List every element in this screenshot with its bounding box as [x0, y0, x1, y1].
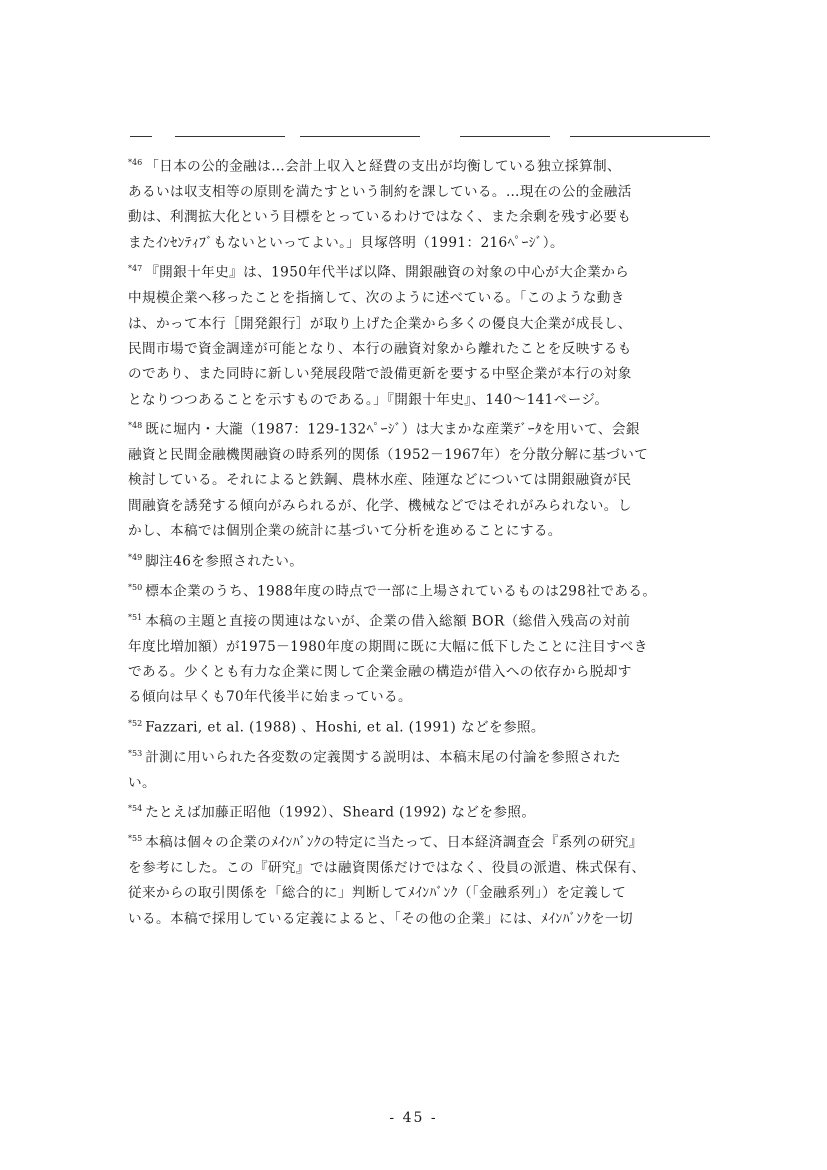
footnote-line — [128, 205, 720, 230]
footnote-text: を参考にした。この『研究』では融資関係だけではなく、役員の派遣、株式保有、 — [128, 859, 646, 876]
footnote-marker: *53 — [128, 748, 143, 758]
footnote-text: 『開銀十年史』は、1950年代半ば以降、開銀融資の対象の中心が大企業から — [145, 264, 630, 281]
footnote-text: 本稿は個々の企業のﾒｲﾝﾊﾞﾝｸの特定に当たって、日本経済調査会『系列の研究』 — [145, 834, 643, 851]
footnote-text: 融資と民間金融機関融資の時系列的関係（1952－1967年）を分散分解に基づいて — [128, 447, 649, 464]
footnote — [128, 545, 720, 575]
footnote-text: 脚注46を参照されたい。 — [145, 553, 304, 570]
footnote-line — [128, 907, 720, 932]
footnote — [128, 413, 720, 545]
footnote-text: またｲﾝｾﾝﾃｨﾌﾞもないといってよい。」貝塚啓明（1991：216ﾍﾟｰｼﾞ）。 — [128, 234, 564, 251]
footnote-line — [128, 605, 720, 635]
rule-segment — [130, 136, 152, 137]
footnote-text: たとえば加藤正昭他（1992）、Sheard (1992) などを参照。 — [145, 804, 536, 821]
footnote-marker: *54 — [128, 804, 143, 813]
footnote — [128, 796, 720, 826]
rule-segment — [570, 136, 710, 137]
footnote-line — [128, 685, 720, 710]
footnote-line — [128, 150, 720, 180]
footnote-text: い。 — [128, 774, 156, 791]
footnote-line — [128, 312, 720, 337]
footnote-marker: *49 — [128, 552, 143, 562]
footnote-separator-rule — [130, 136, 710, 146]
rule-segment — [300, 136, 420, 137]
footnote-line — [128, 635, 720, 660]
footnote-line — [128, 771, 720, 796]
footnote-text: いる。本稿で採用している定義によると、「その他の企業」には、ﾒｲﾝﾊﾞﾝｸを一切 — [128, 910, 633, 927]
footnote-marker: *52 — [128, 718, 143, 728]
footnote-text: 民間市場で資金調達が可能となり、本行の融資対象から離れたことを反映するも — [128, 340, 632, 357]
footnote-text: となりつつあることを示すものである。」『開銀十年史』、140～141ページ。 — [128, 391, 609, 408]
footnote-line — [128, 575, 720, 605]
footnote — [128, 605, 720, 711]
footnote — [128, 150, 720, 256]
footnote-text: あるいは収支相等の原則を満たすという制約を課している。…現在の公的金融活 — [128, 183, 632, 200]
footnote-line — [128, 388, 720, 413]
footnote-line — [128, 826, 720, 856]
footnote-line — [128, 180, 720, 205]
footnote-text: 「日本の公的金融は…会計上収入と経費の支出が均衡している独立採算制、 — [145, 158, 621, 175]
footnote-line — [128, 468, 720, 493]
footnote-line — [128, 231, 720, 256]
footnote-text: かし、本稿では個別企業の統計に基づいて分析を進めることにする。 — [128, 523, 562, 540]
footnote — [128, 711, 720, 741]
footnote-marker: *50 — [128, 582, 143, 592]
footnote — [128, 826, 720, 932]
footnote-line — [128, 741, 720, 771]
footnote-line — [128, 545, 720, 575]
footnote-marker: *46 — [128, 158, 143, 167]
footnote-text: は、かって本行［開発銀行］が取り上げた企業から多くの優良大企業が成長し、 — [128, 315, 632, 332]
footnotes-list — [128, 150, 720, 932]
footnote-text: 標本企業のうち、1988年度の時点で一部に上場されているものは298社である。 — [145, 583, 657, 600]
footnote-text: 従来からの取引関係を「総合的に」判断してﾒｲﾝﾊﾞﾝｸ（「金融系列」）を定義して — [128, 885, 627, 902]
rule-segment — [460, 136, 550, 137]
footnote-text: 既に堀内・大瀧（1987：129-132ﾍﾟｰｼﾞ）は大まかな産業ﾃﾞｰﾀを用いて、会銀 — [145, 421, 640, 438]
footnote-line — [128, 494, 720, 519]
page-number: - 45 - — [389, 1110, 438, 1126]
footnote — [128, 256, 720, 413]
footnote-line — [128, 796, 720, 826]
footnote-line — [128, 856, 720, 881]
footnote-line — [128, 286, 720, 311]
footnote-text: 動は、利潤拡大化という目標をとっているわけではなく、また余剰を残す必要も — [128, 209, 632, 226]
footnote-line — [128, 256, 720, 286]
footnote-text: 中規模企業へ移ったことを指摘して、次のように述べている。「このような動き — [128, 290, 625, 307]
footnote-line — [128, 881, 720, 906]
footnote-text: 本稿の主題と直接の関連はないが、企業の借入総額 BOR（総借入残高の対前 — [145, 613, 631, 630]
footnote-text: る傾向は早くも70年代後半に始まっている。 — [128, 689, 412, 706]
rule-segment — [175, 136, 285, 137]
footnote-marker: *48 — [128, 421, 143, 431]
footnote-marker: *55 — [128, 833, 143, 843]
footnote-text: 年度比増加額）が1975－1980年度の期間に既に大幅に低下したことに注目すべき — [128, 638, 648, 655]
footnote — [128, 741, 720, 796]
footnote-text: Fazzari, et al. (1988) 、Hoshi, et al. (1991) などを参照。 — [145, 719, 545, 736]
footnote-line — [128, 711, 720, 741]
footnote-line — [128, 413, 720, 443]
footnote-text: 計測に用いられた各変数の定義関する説明は、本稿末尾の付論を参照された — [145, 749, 621, 766]
footnote-text: である。少くとも有力な企業に関して企業金融の構造が借入への依存から脱却す — [128, 663, 632, 680]
footnote-text: 検討している。それによると鉄鋼、農林水産、陸運などについては開銀融資が民 — [128, 472, 632, 489]
footnote-text: 間融資を誘発する傾向がみられるが、化学、機械などではそれがみられない。し — [128, 497, 632, 514]
footnote-text: のであり、また同時に新しい発展段階で設備更新を要する中堅企業が本行の対象 — [128, 366, 632, 383]
footnote-line — [128, 337, 720, 362]
footnote-line — [128, 660, 720, 685]
footnote-line — [128, 362, 720, 387]
footnote-line — [128, 519, 720, 544]
footnote — [128, 575, 720, 605]
footnote-marker: *51 — [128, 612, 143, 622]
footnote-line — [128, 443, 720, 468]
footnote-marker: *47 — [128, 264, 143, 274]
